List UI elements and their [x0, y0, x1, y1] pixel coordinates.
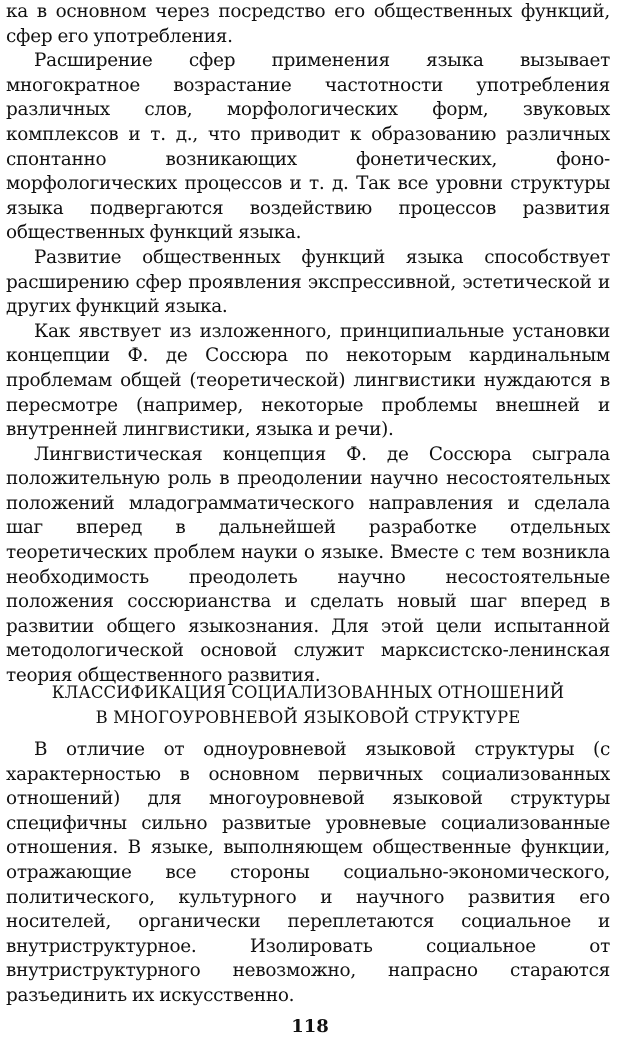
text-block-top [6, 0, 610, 689]
paragraph: ка в основном через посредство его общественных функций, сфер его употребления. [6, 1, 610, 47]
text-block-bottom [6, 738, 610, 1009]
paragraph: В отличие от одноуровневой языковой структуры (с характерностью в основном первичных социализованных отношений) для многоуровневой языковой структуры специфичны сильно развитые уровневые социализованные отношения. В языке, выполняющем общественные функции, отражающие все стороны социально-экономического, политического, культурного и научного развития его носителей, органически переплетаются социальное и внутриструктурное. Изолировать социальное от внутриструктурного невозможно, напрасно стараются разъединить их искусственно. [6, 739, 610, 1006]
paragraph: Лингвистическая концепция Ф. де Соссюра сыграла положительную роль в преодолении научно несостоятельных положений младограмматического направления и сделала шаг вперед в дальнейшей разработке отдельных теоретических проблем науки о языке. Вместе с тем возникла необходимость преодолеть научно несостоятельные положения соссюрианства и сделать новый шаг вперед в развитии общего языкознания. Для этой цели испытанной методологической основой служит марксистско-ленинская теория общественного развития. [6, 443, 610, 687]
section-heading-line-2: В МНОГОУРОВНЕВОЙ ЯЗЫКОВОЙ СТРУКТУРЕ [95, 708, 521, 727]
paragraph: Как явствует из изложенного, принципиальные установки концепции Ф. де Соссюра по некоторым кардинальным проблемам общей (теоретической) лингвистики нуждаются в пересмотре (например, некоторые проблемы внешней и внутренней лингвистики, языка и речи). [6, 320, 610, 441]
section-heading-line-1: КЛАССИФИКАЦИЯ СОЦИАЛИЗОВАННЫХ ОТНОШЕНИЙ [51, 683, 565, 702]
paragraph: Расширение сфер применения языка вызывает многократное возрастание частотности употребления различных слов, морфологических форм, звуковых комплексов и т. д., что приводит к образованию различных спонтанно возникающих фонетических, фоно-морфологических процессов и т. д. Так все уровни структуры языка подвергаются воздействию процессов развития общественных функций языка. [6, 50, 610, 244]
section-heading [6, 680, 610, 730]
page-number: 118 [291, 1016, 329, 1037]
paragraph: Развитие общественных функций языка способствует расширению сфер проявления экспрессивной, эстетической и других функций языка. [6, 246, 610, 318]
